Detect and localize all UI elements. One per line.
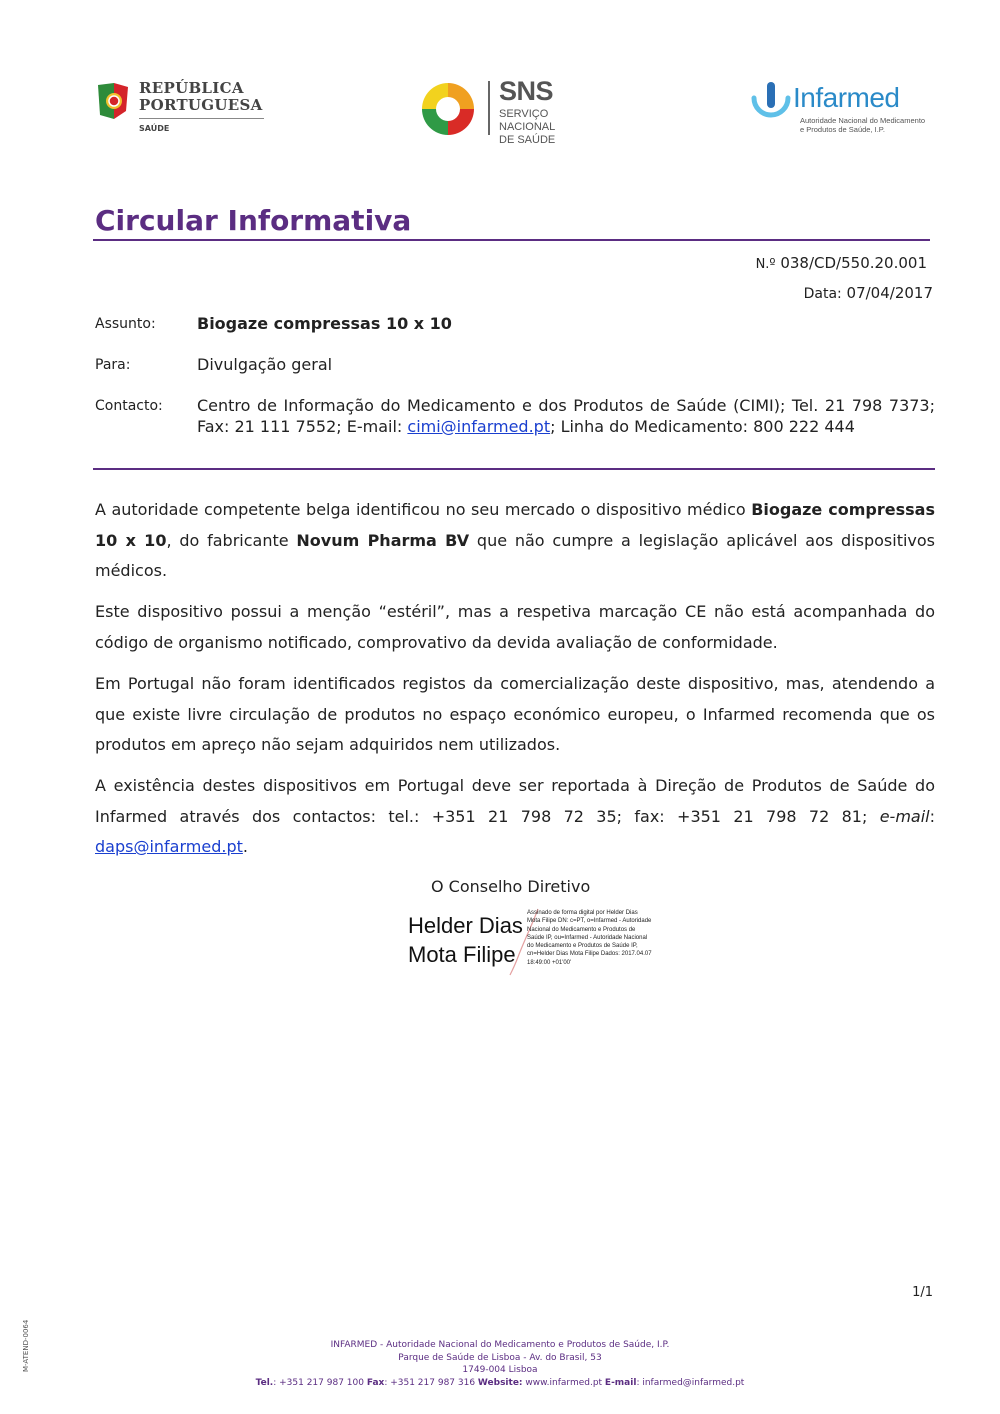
footer-web-value[interactable]: www.infarmed.pt xyxy=(522,1377,605,1388)
p4-colon: : xyxy=(929,806,935,826)
subject-label: Assunto: xyxy=(95,316,156,332)
infarmed-logo xyxy=(750,80,930,140)
to-value: Divulgação geral xyxy=(197,355,333,374)
p1-manufacturer: Novum Pharma BV xyxy=(296,530,470,550)
footer-web-label: Website: xyxy=(477,1377,523,1388)
form-code: M-ATEND-0064 xyxy=(22,1319,30,1372)
sns-ring-icon xyxy=(420,81,476,137)
portugal-flag-icon xyxy=(94,81,130,121)
reference-number xyxy=(756,254,927,272)
footer-tel-label: Tel. xyxy=(255,1377,274,1388)
footer-line3: 1749-004 Lisboa xyxy=(462,1365,538,1375)
infarmed-mark-icon xyxy=(750,80,792,124)
document-title: Circular Informativa xyxy=(95,204,412,237)
sns-logo xyxy=(420,76,600,146)
p4-end: . xyxy=(242,837,248,856)
contact-text-1: Centro de Informação do Medicamento e dos Produtos de Saúde (CIMI); Tel. 21 798 7373; Fax: 21 111 7552; E-mail: xyxy=(197,396,935,436)
infarmed-sub-line2: e Produtos de Saúde, I.P. xyxy=(800,125,885,134)
footer-contacts xyxy=(0,1377,1000,1390)
sns-name-line1: SERVIÇO NACIONAL xyxy=(499,108,556,133)
footer-fax-label: Fax xyxy=(366,1377,385,1388)
p4-email-label: e-mail xyxy=(879,806,930,826)
closing-text: O Conselho Diretivo xyxy=(431,877,591,896)
sns-name-line2: DE SAÚDE xyxy=(499,134,556,146)
footer-email-value[interactable]: : infarmed@infarmed.pt xyxy=(636,1377,745,1388)
p1-text-a: A autoridade competente belga identificou no seu mercado o dispositivo médico xyxy=(95,500,752,519)
sns-divider xyxy=(488,81,490,135)
page-number: 1/1 xyxy=(912,1285,933,1300)
document-date xyxy=(804,284,933,302)
saude-text: SAÚDE xyxy=(139,124,170,133)
footer-fax-value: : +351 217 987 316 xyxy=(384,1377,478,1388)
paragraph-3: Em Portugal não foram identificados registos da comercialização deste dispositivo, mas, atendendo a que existe livre circulação de produtos no espaço económico europeu, o Infarmed recomenda que os produtos em apreço não sejam adquiridos nem utilizados. xyxy=(95,674,935,754)
contact-value xyxy=(197,396,935,437)
signature-name-line2: Mota Filipe xyxy=(408,942,516,967)
footer-line1: INFARMED - Autoridade Nacional do Medicamento e Produtos de Saúde, I.P. xyxy=(330,1340,670,1350)
republica-portuguesa-logo xyxy=(94,78,274,138)
paragraph-2: Este dispositivo possui a menção “estéril”, mas a respetiva marcação CE não está acompanhada do código de organismo notificado, comprovativo da devida avaliação de conformidade. xyxy=(95,602,935,652)
infarmed-subtitle xyxy=(800,116,925,134)
paragraph-4 xyxy=(95,771,935,863)
footer-email-label: E-mail xyxy=(604,1377,637,1388)
p1-text-c: , do fabricante xyxy=(166,530,297,550)
footer-tel-value: : +351 217 987 100 xyxy=(273,1377,367,1388)
reference-label: N.º xyxy=(755,257,776,272)
signature-name-line1: Helder Dias xyxy=(408,913,523,938)
contact-text-2: ; Linha do Medicamento: 800 222 444 xyxy=(550,416,855,436)
digital-signature-details: Assinado de forma digital por Helder Dias Mota Filipe DN: c=PT, o=Infarmed - Autoridade Nacional do Medicamento e Produtos de Saúde IP, ou=Infarmed - Autoridade Nacional do Medicamento e Produtos de Saúde IP, cn=Helder Dias Mota Filipe Dados: 2017.04.07 18:49:00 +01'00' xyxy=(527,910,652,966)
footer-line2: Parque de Saúde de Lisboa - Av. do Brasil, 53 xyxy=(398,1352,602,1363)
date-label: Data: xyxy=(803,286,842,302)
header-divider xyxy=(93,468,935,470)
p1-product-name: Biogaze compressas 10 x 10 xyxy=(95,500,935,550)
daps-email-link[interactable]: daps@infarmed.pt xyxy=(95,837,243,856)
republica-text: REPÚBLICA xyxy=(139,79,244,97)
infarmed-sub-line1: Autoridade Nacional do Medicamento xyxy=(800,116,926,125)
date-value: 07/04/2017 xyxy=(846,284,933,302)
reference-value: 038/CD/550.20.001 xyxy=(780,254,927,272)
subject-value: Biogaze compressas 10 x 10 xyxy=(197,314,452,333)
page-footer xyxy=(0,1339,1000,1389)
p4-text-a: A existência destes dispositivos em Portugal deve ser reportada à Direção de Produtos de Saúde do Infarmed através dos contactos: tel.: +351 21 798 72 35; fax: +351 21 798 72 81; xyxy=(95,776,935,826)
sns-abbr: SNS xyxy=(499,76,554,106)
cimi-email-link[interactable]: cimi@infarmed.pt xyxy=(407,416,551,436)
to-label: Para: xyxy=(95,357,131,373)
contact-label: Contacto: xyxy=(95,398,163,414)
p1-text-e: que não cumpre a legislação aplicável aos dispositivos médicos. xyxy=(95,530,936,580)
portuguesa-text: PORTUGUESA xyxy=(139,96,263,114)
title-divider xyxy=(93,239,930,241)
logo-divider xyxy=(139,118,264,119)
infarmed-name: Infarmed xyxy=(793,82,900,113)
sns-name xyxy=(499,108,600,147)
paragraph-1 xyxy=(95,495,935,587)
